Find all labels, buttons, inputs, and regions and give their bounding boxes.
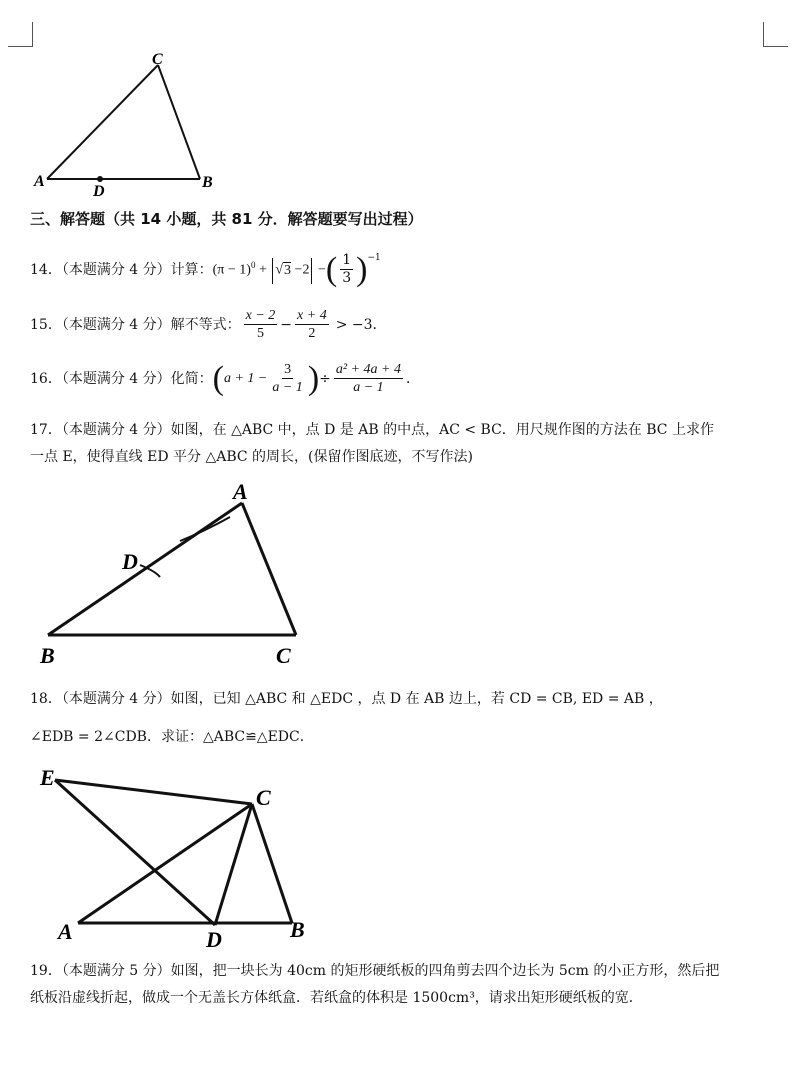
- q14-two: 2: [302, 262, 310, 278]
- crop-mark-left: [8, 22, 33, 47]
- q14-minus: −: [227, 262, 236, 278]
- label-b: B: [202, 174, 213, 191]
- q17-line1: 17．（本题满分 4 分）如图，在 △ABC 中，点 D 是 AB 的中点，AC < BC．用尺规作图的方法在 BC 上求作: [30, 422, 714, 438]
- q18-line2: ∠EDB = 2∠CDB．求证：△ABC≌△EDC．: [30, 729, 314, 745]
- figure-triangle-top: [30, 48, 230, 198]
- q15-num1: x − 2: [245, 308, 276, 323]
- label-e: E: [40, 765, 55, 790]
- figure-17: [30, 473, 330, 673]
- q14-prefix: 14．（本题满分 4 分）计算：: [30, 261, 213, 278]
- label-a: A: [58, 919, 73, 944]
- q15-prefix: 15．（本题满分 4 分）解不等式：: [30, 316, 241, 333]
- question-14: 14．（本题满分 4 分）计算： $(\pi - 1)^0 + √3 -2$ − ( $\frac{1}{3}$ ) $^{-1}$: [30, 252, 381, 287]
- q15-num2: x + 4: [297, 308, 327, 323]
- q14-plus: +: [258, 262, 267, 278]
- question-16: 16．（本题满分 4 分）化简： ( a + 1 − $\frac{3}{a - 1}$ ) ÷ $\frac{\text{a² + 4a + 4}}{a - 1}$ ．: [30, 359, 420, 397]
- label-c: C: [256, 785, 271, 810]
- q16-div: ÷: [319, 370, 331, 387]
- label-b: B: [40, 643, 55, 668]
- q15-op: −: [280, 316, 293, 333]
- label-c: C: [152, 51, 163, 68]
- q16-num2: a² + 4a + 4: [335, 362, 401, 377]
- q14-zero: 0: [250, 260, 256, 271]
- question-15: [30, 307, 387, 342]
- label-d: D: [93, 183, 105, 198]
- figure-18: [30, 755, 330, 955]
- crop-mark-right: [763, 22, 788, 47]
- label-b: B: [290, 917, 305, 942]
- section-header: 三、解答题（共 14 小题，共 81 分．解答题要写出过程）: [30, 210, 423, 228]
- label-d: D: [122, 549, 138, 574]
- q15-den2: 2: [308, 326, 316, 341]
- q14-pi: π: [217, 262, 225, 278]
- q16-num1: 3: [284, 362, 292, 377]
- q16-term: a + 1 −: [223, 370, 268, 386]
- q19-line1: 19．（本题满分 5 分）如图，把一块长为 40cm 的矩形硬纸板的四角剪去四个边长为 5cm 的小正方形，然后把: [30, 963, 720, 979]
- q15-den1: 5: [256, 326, 264, 341]
- q15-tail: > −3．: [335, 316, 387, 333]
- label-d: D: [206, 927, 222, 952]
- q16-den2: a − 1: [353, 380, 384, 395]
- q16-prefix: 16．（本题满分 4 分）化简：: [30, 370, 213, 387]
- q14-exponent: −1: [367, 252, 381, 263]
- q14-one: 1: [239, 262, 247, 278]
- q17-line2: 一点 E，使得直线 ED 平分 △ABC 的周长，(保留作图底迹，不写作法): [30, 449, 473, 465]
- label-a: A: [34, 173, 45, 190]
- q19-line2: 纸板沿虚线折起，做成一个无盖长方体纸盒．若纸盒的体积是 1500cm³，请求出矩形硬纸板的宽．: [30, 990, 643, 1006]
- label-a: A: [233, 479, 248, 504]
- q18-line1: 18．（本题满分 4 分）如图，已知 △ABC 和 △EDC ，点 D 在 AB 边上，若 CD = CB, ED = AB ，: [30, 691, 663, 707]
- q16-den1: a − 1: [272, 380, 303, 395]
- q16-tail: ．: [405, 370, 420, 387]
- q14-three: 3: [284, 262, 292, 278]
- label-c: C: [276, 643, 291, 668]
